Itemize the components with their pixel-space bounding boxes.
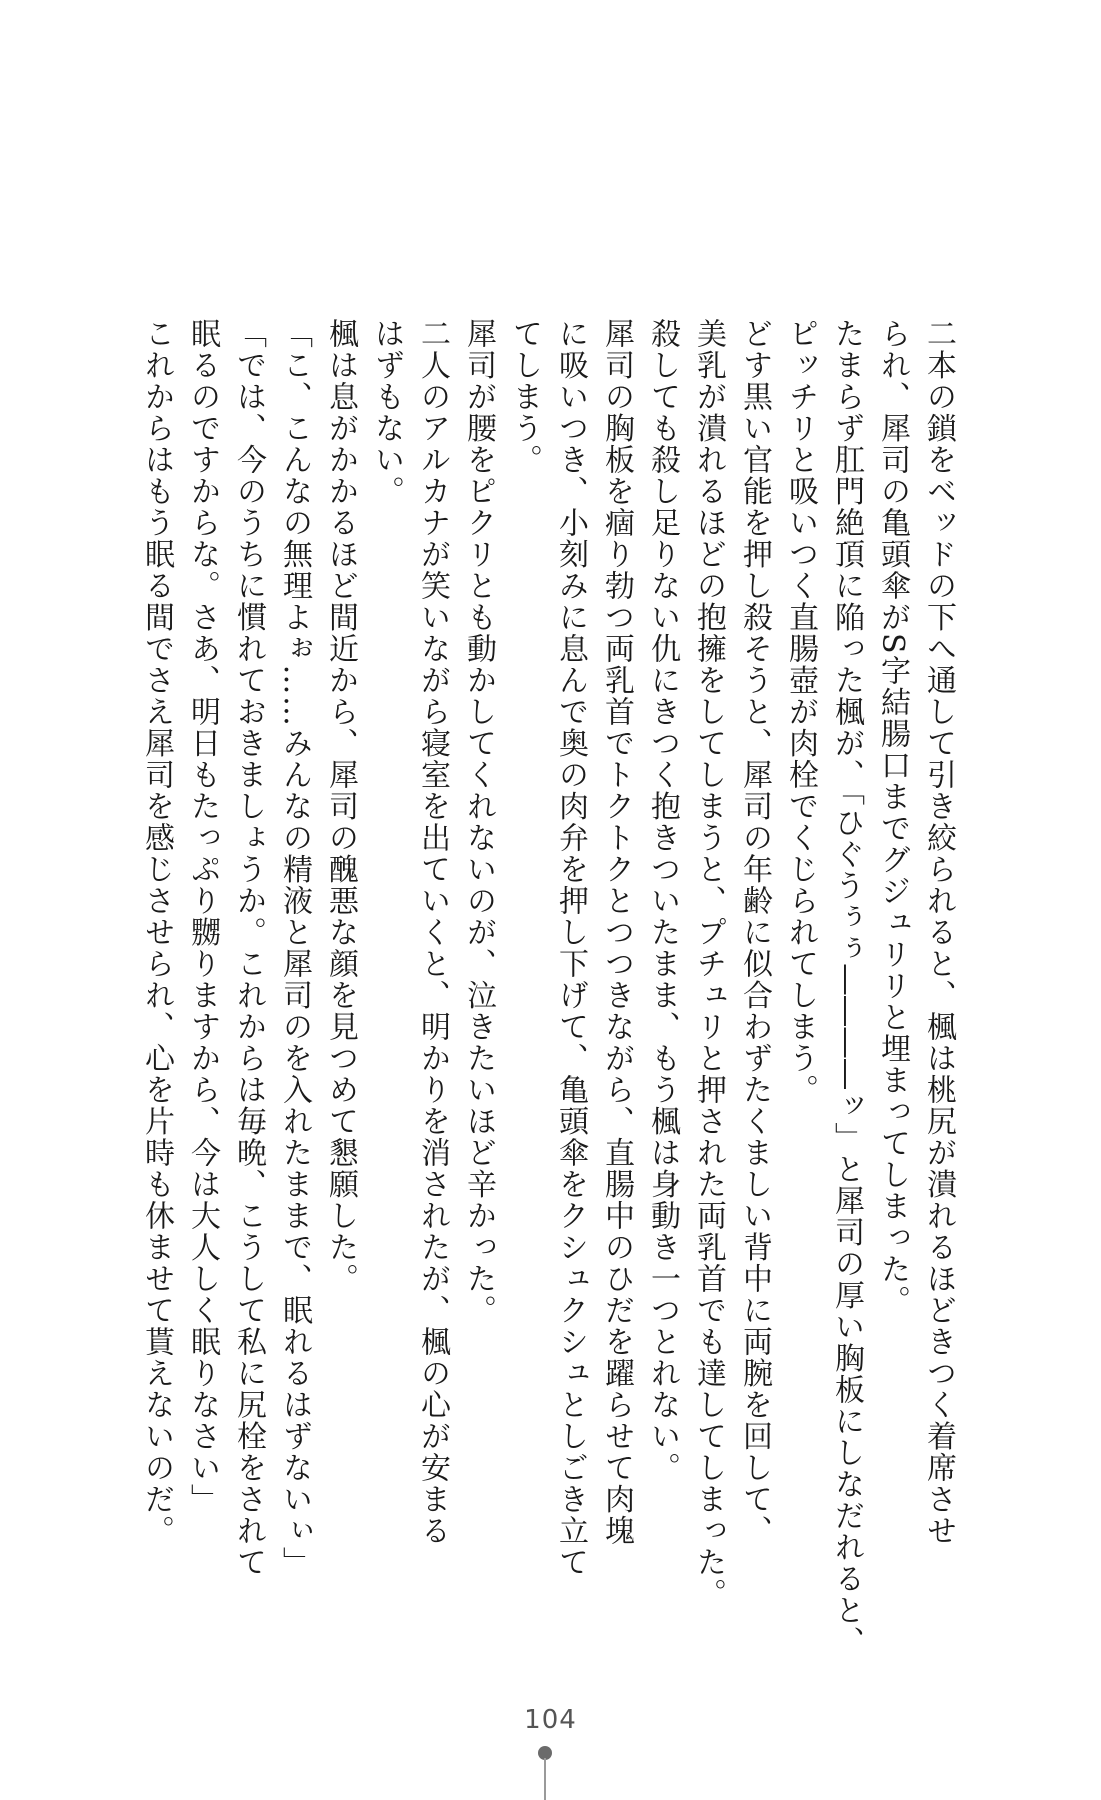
text-line: に吸いつき、小刻みに息んで奥の肉弁を押し下げて、亀頭傘をクシュクシュとしごき立て [553,318,588,1578]
text-line: 二本の鎖をベッドの下へ通して引き絞られると、楓は桃尻が潰れるほどきつく着席させ [921,318,956,1547]
text-line: 「こ、こんなの無理よぉ……みんなの精液と犀司のを入れたままで、眠れるはずないぃ」 [277,318,312,1578]
text-line: 美乳が潰れるほどの抱擁をしてしまうと、プチュリと押された両乳首でも達してしまった。 [691,318,726,1610]
text-line: はずもない。 [369,318,404,507]
text-line: 楓は息がかかるほど間近から、犀司の醜悪な顔を見つめて懇願した。 [323,318,358,1295]
body-text [133,318,961,1658]
text-line: 「では、今のうちに慣れておきましょうか。これからは毎晩、こうして私に尻栓をされて [231,318,266,1578]
text-line: これからはもう眠る間でさえ犀司を感じさせられ、心を片時も休ませて貰えないのだ。 [139,318,174,1547]
text-line: どす黒い官能を押し殺そうと、犀司の年齢に似合わずたくましい背中に両腕を回して、 [737,318,772,1547]
page-number: 104 [524,1705,577,1735]
text-line: たまらず肛門絶頂に陥った楓が、「ひぐうぅぅ――――ッ」と犀司の厚い胸板にしなだれると、 [829,318,864,1658]
page-marker-line [544,1758,546,1800]
text-line: 殺しても殺し足りない仇にきつく抱きついたまま、もう楓は身動き一つとれない。 [645,318,680,1484]
text-line: てしまう。 [507,318,542,476]
text-line: 犀司が腰をピクリとも動かしてくれないのが、泣きたいほど辛かった。 [461,318,496,1326]
text-line: 二人のアルカナが笑いながら寝室を出ていくと、明かりを消されたが、楓の心が安まる [415,318,450,1547]
text-line: ピッチリと吸いつく直腸壺が肉栓でくじられてしまう。 [783,318,818,1106]
text-line: 犀司の胸板を痼り勃つ両乳首でトクトクとつつきながら、直腸中のひだを躍らせて肉塊 [599,318,634,1547]
text-line: られ、犀司の亀頭傘がS字結腸口までグジュリリと埋まってしまった。 [875,318,910,1317]
text-line: 眠るのですからな。さあ、明日もたっぷり嬲りますから、今は大人しく眠りなさい」 [185,318,220,1515]
